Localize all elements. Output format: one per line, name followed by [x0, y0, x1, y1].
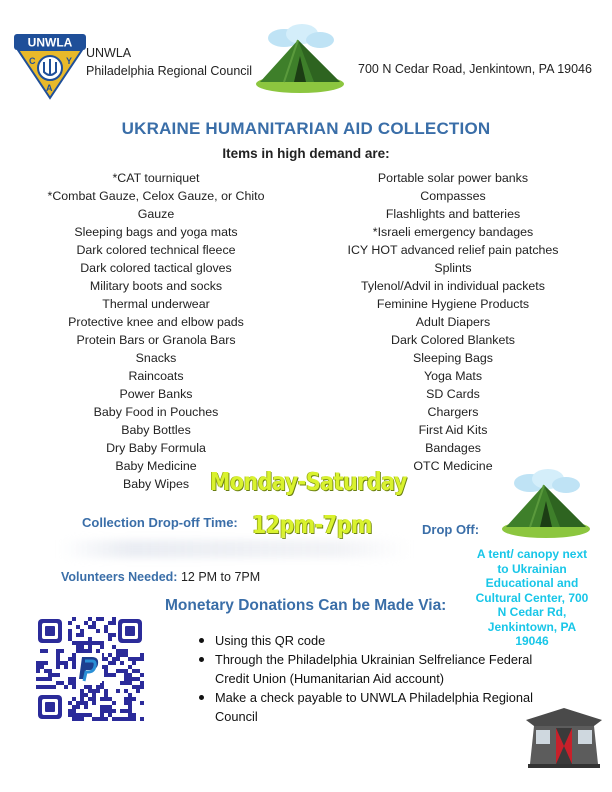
list-item: *Combat Gauze, Celox Gauze, or Chito Gauze: [47, 189, 265, 221]
list-item: Bandages: [425, 441, 481, 455]
list-item: Flashlights and batteries: [385, 207, 521, 221]
list-item: Military boots and socks: [89, 279, 223, 293]
org-line-1: UNWLA: [86, 46, 132, 60]
list-item: Dry Baby Formula: [106, 441, 206, 455]
collection-time-label: Collection Drop-off Time:: [82, 515, 238, 530]
donation-method-qr: Using this QR code: [197, 631, 567, 650]
tent-illustration-dropoff: [500, 465, 592, 541]
right-items-list: [328, 169, 578, 475]
list-item: Chargers: [427, 405, 479, 419]
days-highlight: Monday-Saturday: [210, 467, 408, 496]
list-item: Baby Wipes: [122, 477, 190, 491]
list-item: *CAT tourniquet: [112, 171, 200, 185]
list-item: SD Cards: [426, 387, 480, 401]
list-item: Raincoats: [128, 369, 184, 383]
list-item: Sleeping Bags: [413, 351, 493, 365]
list-item: Dark colored technical fleece: [76, 243, 236, 257]
address: 700 N Cedar Road, Jenkintown, PA 19046: [358, 62, 592, 76]
list-item: Snacks: [135, 351, 177, 365]
list-item: Baby Food in Pouches: [93, 405, 219, 419]
dropoff-label: Drop Off:: [422, 522, 480, 537]
donation-qr-code[interactable]: [36, 617, 144, 721]
list-item: First Aid Kits: [418, 423, 488, 437]
list-item: Baby Medicine: [115, 459, 197, 473]
page-title: UKRAINE HUMANITARIAN AID COLLECTION: [121, 119, 491, 138]
list-item: Adult Diapers: [415, 315, 491, 329]
donation-method-credit-union: Through the Philadelphia Ukrainian Selfreliance Federal Credit Union (Humanitarian Aid account): [197, 650, 567, 688]
list-item: ICY HOT advanced relief pain patches: [347, 243, 559, 257]
list-item: OTC Medicine: [413, 459, 493, 473]
left-items-list: [40, 169, 272, 493]
list-item: Portable solar power banks: [377, 171, 529, 185]
volunteers-hours: 12 PM to 7PM: [180, 570, 261, 584]
list-item: Splints: [434, 261, 472, 275]
list-item: Yoga Mats: [423, 369, 483, 383]
volunteers-label: Volunteers Needed:: [61, 570, 178, 584]
list-item: Tylenol/Advil in individual packets: [361, 279, 545, 293]
svg-text:A: A: [46, 83, 53, 93]
list-item: Baby Bottles: [121, 423, 191, 437]
unwla-logo: [12, 30, 88, 100]
list-item: Sleeping bags and yoga mats: [74, 225, 238, 239]
donations-heading: Monetary Donations Can be Made Via:: [165, 597, 447, 614]
tent-illustration: [254, 20, 346, 96]
list-item: Thermal underwear: [102, 297, 210, 311]
list-item: Compasses: [420, 189, 486, 203]
dropoff-location: A tent/ canopy next to Ukrainian Educational and Cultural Center, 700 N Cedar Rd, Jenkintown, PA 19046: [475, 547, 589, 648]
hours-highlight: 12pm-7pm: [252, 510, 373, 539]
list-item: Feminine Hygiene Products: [376, 297, 530, 311]
donation-method-check: Make a check payable to UNWLA Philadelphia Regional Council: [197, 688, 567, 726]
svg-text:Y: Y: [66, 56, 73, 66]
canopy-tent-image: [522, 706, 606, 774]
list-item: Dark colored tactical gloves: [80, 261, 232, 275]
list-item: Protein Bars or Granola Bars: [76, 333, 236, 347]
list-item: Dark Colored Blankets: [391, 333, 515, 347]
logo-text: UNWLA: [27, 35, 73, 50]
blurred-area: [60, 540, 410, 558]
organization-name: [86, 44, 252, 80]
org-line-2: Philadelphia Regional Council: [86, 64, 253, 78]
volunteers-needed: [61, 570, 260, 584]
list-item: Protective knee and elbow pads: [68, 315, 244, 329]
items-subtitle: Items in high demand are:: [222, 146, 390, 161]
donation-methods: [197, 631, 567, 726]
svg-text:C: C: [29, 56, 36, 66]
list-item: *Israeli emergency bandages: [372, 225, 534, 239]
list-item: Power Banks: [119, 387, 193, 401]
